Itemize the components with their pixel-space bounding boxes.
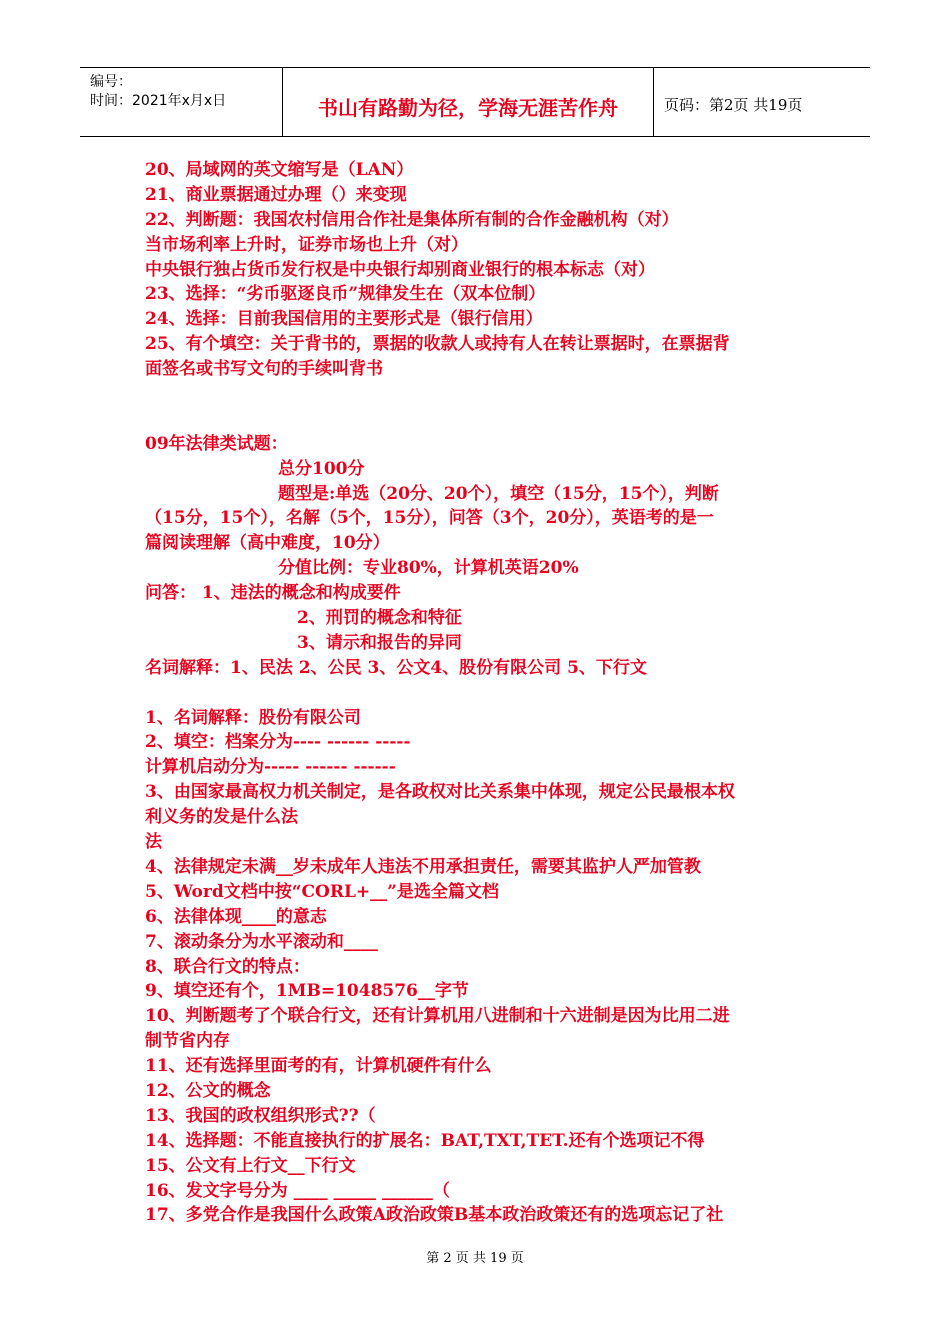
text-line: 23、选择：“劣币驱逐良币”规律发生在（双本位制） [145, 284, 546, 305]
text-line: 22、判断题：我国农村信用合作社是集体所有制的合作金融机构（对） [145, 209, 679, 230]
text-line: 问答： 1、违法的概念和构成要件 [145, 583, 401, 604]
blank-line [145, 681, 815, 706]
text-line: 总分100分 [278, 458, 365, 479]
text-line: 计算机启动分为----- ------ ------ [145, 757, 396, 778]
text-line: 20、局域网的英文缩写是（LAN） [145, 160, 414, 180]
text-line: 名词解释：1、民法 2、公民 3、公文4、股份有限公司 5、下行文 [145, 657, 647, 678]
text-line: 24、选择：目前我国信用的主要形式是（银行信用） [145, 309, 543, 330]
text-line: 14、选择题：不能直接执行的扩展名：BAT,TXT,TET.还有个选项记不得 [145, 1130, 705, 1151]
text-line: 13、我国的政权组织形式??（ [145, 1105, 376, 1126]
header-page-cell [654, 68, 870, 136]
text-line: 2、填空：档案分为---- ------ ----- [145, 732, 411, 753]
text-line: 5、Word文档中按“CORL+__”是选全篇文档 [145, 881, 499, 902]
blank-line [145, 382, 815, 407]
text-line: 分值比例：专业80%，计算机英语20% [278, 558, 579, 579]
page-header [80, 67, 870, 137]
text-line: 21、商业票据通过办理（）来变现 [145, 184, 407, 205]
text-line: 篇阅读理解（高中难度，10分） [145, 533, 390, 554]
text-line: 7、滚动条分为水平滚动和____ [145, 931, 378, 952]
section-heading: 09年法律类试题： [145, 433, 288, 454]
body-text [145, 158, 815, 1228]
number-label: 编号： [90, 74, 132, 90]
text-line: 10、判断题考了个联合行文，还有计算机用八进制和十六进制是因为比用二进 [145, 1006, 730, 1027]
text-line: 法 [145, 832, 162, 853]
text-line: 当市场利率上升时，证券市场也上升（对） [145, 234, 468, 255]
text-line: 1、名词解释：股份有限公司 [145, 707, 361, 728]
text-line: 利义务的发是什么法 [145, 807, 298, 828]
page-info: 页码：第2页 共19页 [664, 96, 803, 114]
text-line: 面签名或书写文句的手续叫背书 [145, 359, 383, 380]
text-line: 题型是:单选（20分、20个），填空（15分，15个），判断 [278, 483, 719, 504]
text-line: 16、发文字号分为 ____ _____ ______（ [145, 1180, 450, 1201]
text-line: 12、公文的概念 [145, 1080, 271, 1101]
text-line: 8、联合行文的特点： [145, 956, 310, 977]
header-meta-cell [80, 68, 283, 136]
text-line: 6、法律体现____的意志 [145, 906, 327, 927]
blank-line [145, 407, 815, 432]
header-motto-cell [283, 68, 654, 136]
text-line: 3、请示和报告的异同 [297, 632, 462, 653]
text-line: 17、多党合作是我国什么政策A政治政策B基本政治政策还有的选项忘记了社 [145, 1205, 724, 1226]
page-footer: 第 2 页 共 19 页 [426, 1251, 524, 1266]
text-line: 15、公文有上行文__下行文 [145, 1155, 356, 1176]
motto-text: 书山有路勤为径，学海无涯苦作舟 [318, 96, 618, 120]
text-line: 中央银行独占货币发行权是中央银行却别商业银行的根本标志（对） [145, 259, 655, 280]
text-line: 9、填空还有个，1MB=1048576__字节 [145, 981, 469, 1002]
text-line: 4、法律规定未满__岁未成年人违法不用承担责任，需要其监护人严加管教 [145, 856, 701, 877]
text-line: （15分，15个），名解（5个，15分），问答（3个，20分），英语考的是一 [145, 508, 714, 529]
text-line: 25、有个填空：关于背书的，票据的收款人或持有人在转让票据时，在票据背 [145, 334, 730, 355]
text-line: 3、由国家最高权力机关制定，是各政权对比关系集中体现，规定公民最根本权 [145, 782, 735, 803]
text-line: 11、还有选择里面考的有，计算机硬件有什么 [145, 1056, 492, 1077]
time-label: 时间：2021年x月x日 [90, 93, 227, 109]
text-line: 2、刑罚的概念和特征 [297, 608, 462, 629]
text-line: 制节省内存 [145, 1031, 230, 1052]
